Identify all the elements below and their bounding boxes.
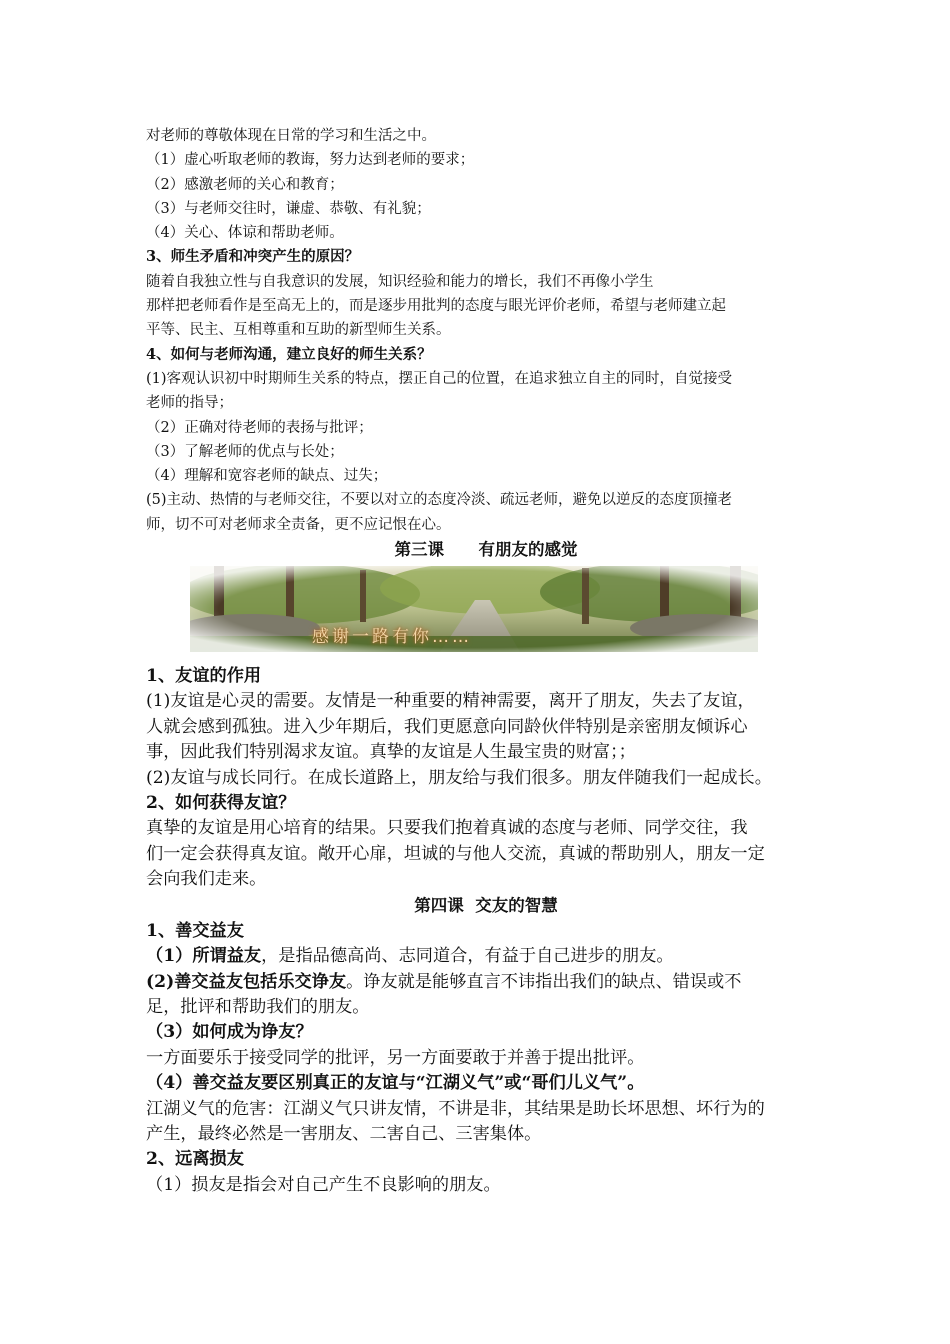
term-bold: (2)善交益友包括乐交诤友 [146, 971, 347, 992]
list-item: （4）善交益友要区别真正的友谊与“江湖义气”或“哥们儿义气”。 [146, 1073, 645, 1094]
forest-road-image [190, 566, 758, 652]
section-heading: 2、远离损友 [146, 1149, 244, 1170]
paragraph-line: (5)主动、热情的与老师交往，不要以对立的态度冷淡、疏远老师，避免以逆反的态度顶撞老 [146, 492, 733, 509]
paragraph-line: (2)友谊与成长同行。在成长道路上，朋友给与我们很多。朋友伴随我们一起成长。 [146, 767, 772, 788]
list-item: （4）理解和宽容老师的缺点、过失； [146, 468, 388, 485]
list-item: （3）了解老师的优点与长处； [146, 443, 344, 460]
term-bold: （1）所谓益友 [146, 946, 262, 967]
list-item: （3）如何成为诤友？ [146, 1022, 313, 1043]
paragraph: 对老师的尊敬体现在日常的学习和生活之中。 [146, 128, 436, 144]
paragraph-line: (1)客观认识初中时期师生关系的特点，摆正自己的位置，在追求独立自主的同时，自觉接受 [146, 370, 733, 387]
list-item: （2）正确对待老师的表扬与批评； [146, 419, 373, 436]
paragraph-line: 事，因此我们特别渴求友谊。真挚的友谊是人生最宝贵的财富；； [146, 742, 636, 763]
paragraph-line: 真挚的友谊是用心培育的结果。只要我们抱着真诚的态度与老师、同学交往，我 [146, 818, 748, 839]
section-heading: 2、如何获得友谊？ [146, 793, 296, 814]
paragraph-line: 那样把老师看作是至高无上的，而是逐步用批判的态度与眼光评价老师，希望与老师建立起 [146, 298, 726, 315]
list-item: （3）与老师交往时，谦虚、恭敬、有礼貌； [146, 200, 431, 217]
list-item [146, 970, 826, 995]
forest-road-banner [190, 566, 758, 652]
paragraph-line: 江湖义气的危害：江湖义气只讲友情，不讲是非，其结果是助长坏思想、坏行为的 [146, 1098, 765, 1119]
paragraph-line: 足，批评和帮助我们的朋友。 [146, 996, 370, 1017]
list-item [146, 944, 826, 969]
paragraph-line: 产生，最终必然是一害朋友、二害自己、三害集体。 [146, 1123, 542, 1144]
section-heading: 1、友谊的作用 [146, 666, 262, 687]
section-heading: 4、如何与老师沟通，建立良好的师生关系？ [146, 345, 432, 363]
paragraph-line: 平等、民主、互相尊重和互助的新型师生关系。 [146, 322, 451, 339]
paragraph-line: 人就会感到孤独。进入少年期后，我们更愿意向同龄伙伴特别是亲密朋友倾诉心 [146, 716, 748, 737]
term-definition: 。诤友就是能够直言不讳指出我们的缺点、错误或不 [346, 971, 742, 992]
paragraph-line: 一方面要乐于接受同学的批评，另一方面要敢于并善于提出批评。 [146, 1047, 645, 1068]
section-heading: 1、善交益友 [146, 920, 244, 941]
lesson-title: 第三课 有朋友的感觉 [394, 540, 578, 560]
paragraph-line: 们一定会获得真友谊。敞开心扉，坦诚的与他人交流，真诚的帮助别人，朋友一定 [146, 843, 765, 864]
section-heading: 3、师生矛盾和冲突产生的原因？ [146, 248, 360, 266]
paragraph-line: 老师的指导； [146, 395, 233, 412]
paragraph-line: 师，切不可对老师求全责备，更不应记恨在心。 [146, 516, 451, 533]
document-page [146, 124, 826, 1198]
paragraph-line: 会向我们走来。 [146, 869, 267, 890]
list-item: （1）损友是指会对自己产生不良影响的朋友。 [146, 1174, 501, 1195]
paragraph-line: (1)友谊是心灵的需要。友情是一种重要的精神需要，离开了朋友，失去了友谊， [146, 691, 755, 712]
banner-caption: 感谢一路有你…… [312, 627, 472, 648]
list-item: （1）虚心听取老师的教诲，努力达到老师的要求； [146, 152, 475, 169]
paragraph-line: 随着自我独立性与自我意识的发展，知识经验和能力的增长，我们不再像小学生 [146, 273, 654, 290]
term-definition: ，是指品德高尚、志同道合，有益于自己进步的朋友。 [261, 946, 674, 967]
list-item: （4）关心、体谅和帮助老师。 [146, 225, 344, 242]
lesson-title: 第四课 交友的智慧 [414, 895, 558, 915]
list-item: （2）感激老师的关心和教育； [146, 176, 344, 193]
